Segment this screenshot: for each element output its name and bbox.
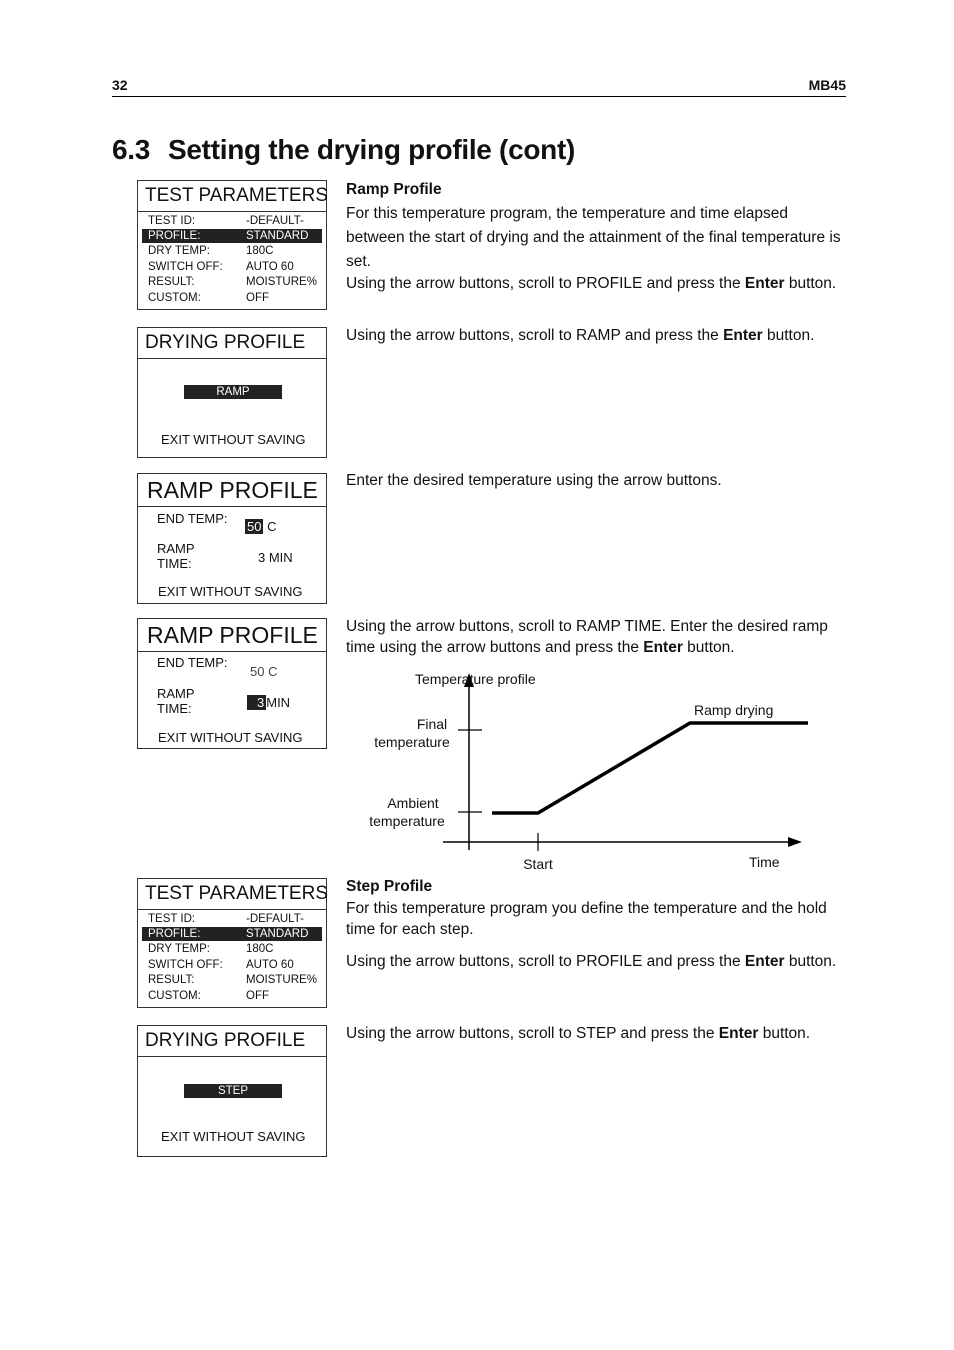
enter-keyword: Enter	[718, 1025, 759, 1042]
instruction-ramp-time	[346, 616, 846, 658]
x-axis-arrow	[788, 837, 802, 847]
param-value: AUTO 60	[246, 959, 294, 971]
ramp-time-label-2: TIME:	[157, 701, 192, 716]
ramp-time-selected: 3	[247, 695, 266, 710]
exit-without-saving: EXIT WITHOUT SAVING	[161, 432, 306, 447]
test-parameters-panel-2	[137, 878, 327, 1008]
param-key: CUSTOM:	[148, 292, 201, 304]
instruction-scroll-profile-2	[346, 951, 846, 972]
ramp-time-value: 3 MIN	[258, 550, 293, 565]
end-temp-label: END TEMP:	[157, 511, 228, 526]
enter-keyword: Enter	[744, 953, 785, 970]
ramp-time-label-2: TIME:	[157, 556, 192, 571]
param-row	[142, 291, 322, 305]
ramp-profile-heading: Ramp Profile	[346, 181, 442, 198]
ramp-profile-panel-time	[137, 618, 327, 749]
panel-title: DRYING PROFILE	[138, 328, 326, 359]
instruction-text: Using the arrow buttons, scroll to PROFILE and press the	[346, 953, 745, 970]
ramp-time-unit: MIN	[266, 695, 291, 710]
instruction-scroll-step	[346, 1022, 846, 1046]
param-value: STANDARD	[246, 230, 309, 242]
panel-title: RAMP PROFILE	[138, 474, 326, 507]
model-name: MB45	[808, 77, 846, 93]
start-label: Start	[523, 856, 553, 872]
end-temp-selected: 50	[247, 519, 262, 534]
instruction-text: Using the arrow buttons, scroll to RAMP TIME. Enter the desired ramp time using the arrow buttons and press the	[346, 618, 828, 656]
param-row	[142, 989, 322, 1003]
ramp-profile-panel-temp	[137, 473, 327, 604]
ramp-profile-description: For this temperature program, the temperature and time elapsed between the start of drying and the attainment of the final temperature is set.	[346, 205, 841, 270]
param-key: SWITCH OFF:	[148, 261, 223, 273]
param-key: PROFILE:	[148, 928, 201, 940]
param-value: OFF	[246, 292, 269, 304]
ramp-profile-text	[346, 178, 846, 296]
section-number: 6.3	[112, 134, 151, 165]
param-row	[142, 260, 322, 274]
ramp-time-value	[247, 695, 290, 710]
param-key: RESULT:	[148, 974, 195, 986]
param-value: AUTO 60	[246, 261, 294, 273]
section-title	[112, 134, 575, 166]
param-row	[142, 912, 322, 926]
param-value: OFF	[246, 990, 269, 1002]
panel-title: DRYING PROFILE	[138, 1026, 326, 1057]
param-row	[142, 275, 322, 289]
param-key: TEST ID:	[148, 215, 196, 227]
section-heading: Setting the drying profile (cont)	[168, 134, 576, 165]
end-temp-unit: C	[267, 519, 277, 534]
exit-without-saving: EXIT WITHOUT SAVING	[158, 730, 303, 745]
ambient-temp-label-2: temperature	[369, 813, 445, 829]
instruction-suffix: button.	[784, 953, 837, 970]
ramp-time-label-1: RAMP	[157, 541, 195, 556]
drying-profile-panel-ramp	[137, 327, 327, 458]
time-label: Time	[749, 854, 780, 870]
ramp-drying-label: Ramp drying	[694, 702, 774, 718]
param-key: PROFILE:	[148, 230, 201, 242]
ramp-curve	[492, 723, 808, 813]
end-temp-value	[245, 519, 276, 534]
param-row	[142, 958, 322, 972]
param-key: DRY TEMP:	[148, 943, 210, 955]
exit-without-saving: EXIT WITHOUT SAVING	[161, 1129, 306, 1144]
param-value: -DEFAULT-	[246, 913, 304, 925]
end-temp-label: END TEMP:	[157, 655, 228, 670]
enter-keyword: Enter	[744, 275, 785, 292]
param-key: CUSTOM:	[148, 990, 201, 1002]
profile-option-selected: RAMP	[184, 385, 282, 399]
param-row-selected	[142, 229, 322, 243]
step-profile-heading: Step Profile	[346, 878, 433, 895]
panel-title: RAMP PROFILE	[138, 619, 326, 652]
instruction-suffix: button.	[682, 639, 735, 656]
final-temp-label-1: Final	[416, 716, 448, 732]
drying-profile-panel-step	[137, 1025, 327, 1157]
end-temp-value: 50 C	[250, 664, 278, 679]
panel-title: TEST PARAMETERS	[138, 879, 326, 910]
param-row	[142, 214, 322, 228]
ambient-temp-label-1: Ambient	[387, 795, 439, 811]
panel-title: TEST PARAMETERS	[138, 181, 326, 212]
instruction-text: Using the arrow buttons, scroll to RAMP and press the	[346, 327, 724, 344]
y-axis-title: Temperature profile	[415, 671, 536, 687]
instruction-suffix: button.	[758, 1025, 811, 1042]
param-row	[142, 973, 322, 987]
final-temp-label-2: temperature	[374, 734, 450, 750]
param-key: SWITCH OFF:	[148, 959, 223, 971]
param-value: 180C	[246, 943, 274, 955]
instruction-scroll-ramp	[346, 324, 846, 348]
param-value: MOISTURE%	[246, 974, 317, 986]
header-rule	[112, 96, 846, 97]
instruction-text: Using the arrow buttons, scroll to PROFILE and press the	[346, 275, 745, 292]
instruction-enter-temp	[346, 469, 846, 493]
param-key: RESULT:	[148, 276, 195, 288]
param-key: TEST ID:	[148, 913, 196, 925]
exit-without-saving: EXIT WITHOUT SAVING	[158, 584, 303, 599]
temperature-profile-diagram	[340, 665, 820, 880]
param-value: STANDARD	[246, 928, 309, 940]
param-value: MOISTURE%	[246, 276, 317, 288]
ramp-time-label-1: RAMP	[157, 686, 195, 701]
enter-keyword: Enter	[643, 639, 683, 656]
test-parameters-panel-1	[137, 180, 327, 310]
step-profile-description: For this temperature program you define the temperature and the hold time for each step.	[346, 900, 827, 938]
instruction-scroll-profile	[346, 272, 846, 296]
step-profile-text	[346, 876, 846, 972]
param-row-selected	[142, 927, 322, 941]
param-value: -DEFAULT-	[246, 215, 304, 227]
enter-keyword: Enter	[723, 327, 763, 344]
param-key: DRY TEMP:	[148, 245, 210, 257]
param-row	[142, 942, 322, 956]
param-row	[142, 244, 322, 258]
instruction-text: Enter the desired temperature using the arrow buttons.	[346, 472, 722, 489]
profile-option-selected: STEP	[184, 1084, 282, 1098]
instruction-text: Using the arrow buttons, scroll to STEP and press the	[346, 1025, 719, 1042]
instruction-suffix: button.	[784, 275, 837, 292]
page-number: 32	[112, 77, 128, 93]
instruction-suffix: button.	[762, 327, 815, 344]
param-value: 180C	[246, 245, 274, 257]
